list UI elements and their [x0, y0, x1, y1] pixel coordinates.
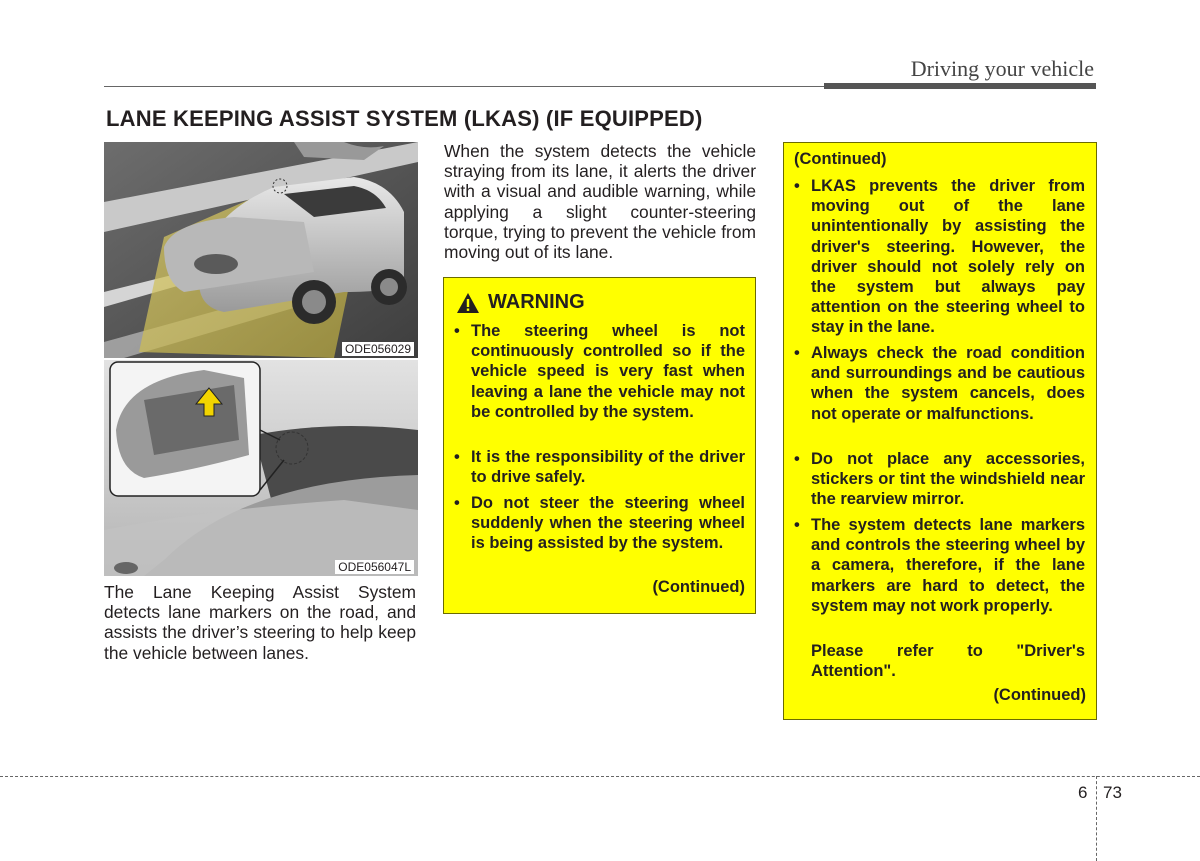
page-number: 73 [1103, 783, 1122, 802]
continued-item: • Always check the road condition and surroundings and be cautious when the system cancels, does not operate or malfunctions. [794, 344, 1085, 423]
continued-item: • The system detects lane markers and controls the steering wheel by a camera, therefore, if the lane markers are hard to detect, the system may not work properly. [794, 516, 1085, 615]
chapter-number: 6 [1078, 783, 1088, 802]
header-rule-thick [824, 83, 1096, 89]
warning-triangle-icon [456, 292, 480, 314]
figure-code: ODE056029 [342, 342, 414, 356]
footer-divider [0, 776, 1200, 777]
warning-item: • It is the responsibility of the driver to drive safely. [454, 448, 745, 487]
intro-paragraph: The Lane Keeping Assist System detects lane markers on the road, and assists the driver’s steering to help keep the vehicle between lanes. [104, 582, 416, 663]
camera-illustration [104, 360, 418, 576]
warning-title: WARNING [488, 291, 585, 313]
warning-item: • The steering wheel is not continuously controlled so if the vehicle speed is very fast when leaving a lane the vehicle may not be controlled by the system. [454, 322, 745, 421]
section-title: LANE KEEPING ASSIST SYSTEM (LKAS) (IF EQUIPPED) [106, 106, 703, 131]
warning-item: • Do not steer the steering wheel suddenly when the steering wheel is being assisted by the system. [454, 494, 745, 553]
continued-heading: (Continued) [794, 150, 887, 168]
car-illustration [104, 142, 418, 358]
continued-warning-box [783, 142, 1097, 720]
page-number-divider [1096, 776, 1097, 861]
warning-header [456, 291, 585, 314]
figure-car-on-road [104, 142, 418, 358]
header-rule [104, 86, 824, 87]
figure-code: ODE056047L [335, 560, 414, 574]
running-header: Driving your vehicle [910, 56, 1094, 81]
warning-continued: (Continued) [652, 578, 745, 596]
continued-item: • Do not place any accessories, stickers or tint the windshield near the rearview mirror. [794, 450, 1085, 509]
warning-box [443, 277, 756, 614]
alert-paragraph: When the system detects the vehicle straying from its lane, it alerts the driver with a visual and audible warning, while applying a slight counter-steering torque, trying to prevent the vehicle from moving out of its lane. [444, 141, 756, 263]
figure-windshield-camera [104, 360, 418, 576]
continued-item: • LKAS prevents the driver from moving out of the lane unintentionally by assisting the driver's steering. However, the driver should not solely rely on the system but always pay attention on the steering wheel to stay in the lane. [794, 177, 1085, 337]
continued-note: Please refer to "Driver's Attention". [811, 642, 1085, 681]
continued-footer: (Continued) [993, 686, 1086, 704]
